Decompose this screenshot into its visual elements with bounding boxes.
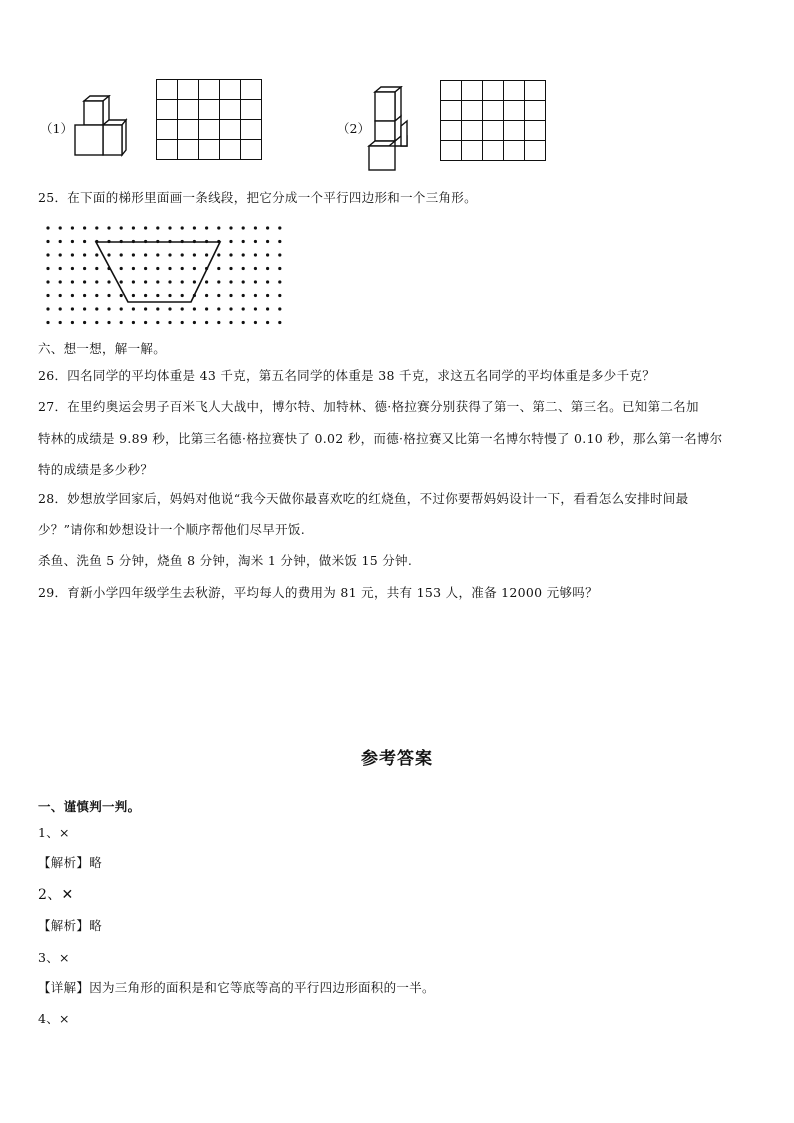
grid-dot xyxy=(83,294,86,297)
grid-dot xyxy=(46,307,49,310)
question-25: 25．在下面的梯形里面画一条线段，把它分成一个平行四边形和一个三角形。 xyxy=(38,190,477,205)
grid-dot xyxy=(266,240,269,243)
grid-dot xyxy=(278,321,281,324)
grid-dot xyxy=(254,294,257,297)
grid-dot xyxy=(266,294,269,297)
grid-dot xyxy=(168,280,171,283)
grid-dot xyxy=(242,240,245,243)
grid-dot xyxy=(71,280,74,283)
grid-dot xyxy=(254,307,257,310)
grid-dot xyxy=(59,240,62,243)
grid-dot xyxy=(266,253,269,256)
grid-dot xyxy=(181,321,184,324)
grid-dot xyxy=(59,307,62,310)
grid-dot xyxy=(59,280,62,283)
grid-dot xyxy=(266,321,269,324)
grid-dot xyxy=(229,307,232,310)
grid-dot xyxy=(205,280,208,283)
grid-dot xyxy=(193,307,196,310)
grid-dot xyxy=(266,226,269,229)
grid-dot xyxy=(254,253,257,256)
grid-dot xyxy=(278,280,281,283)
grid-dot xyxy=(217,321,220,324)
answer-3: 3、× xyxy=(38,950,70,965)
grid-dot xyxy=(83,307,86,310)
grid-dot xyxy=(132,253,135,256)
figure-1-grid xyxy=(156,79,262,160)
grid-dot xyxy=(132,267,135,270)
question-27-line-3: 特的成绩是多少秒？ xyxy=(38,462,154,477)
grid-dot xyxy=(132,321,135,324)
grid-dot xyxy=(181,267,184,270)
grid-dot xyxy=(181,307,184,310)
question-28-line-3: 杀鱼、洗鱼 5 分钟，烧鱼 8 分钟，淘米 1 分钟，做米饭 15 分钟. xyxy=(38,553,413,568)
grid-dot xyxy=(59,321,62,324)
grid-dot xyxy=(254,321,257,324)
grid-dot xyxy=(242,267,245,270)
grid-dot xyxy=(46,253,49,256)
grid-dot xyxy=(144,253,147,256)
grid-dot xyxy=(278,226,281,229)
grid-dot xyxy=(132,226,135,229)
grid-dot xyxy=(71,253,74,256)
grid-dot xyxy=(83,267,86,270)
grid-dot xyxy=(144,307,147,310)
grid-dot xyxy=(132,307,135,310)
grid-dot xyxy=(168,307,171,310)
grid-dot xyxy=(107,294,110,297)
grid-dot xyxy=(181,253,184,256)
grid-dot xyxy=(229,280,232,283)
grid-dot xyxy=(193,267,196,270)
grid-dot xyxy=(229,321,232,324)
answer-1-note: 【解析】略 xyxy=(38,855,103,870)
figure-2-label: （2） xyxy=(337,121,370,136)
grid-dot xyxy=(46,294,49,297)
grid-dot xyxy=(217,280,220,283)
grid-dot xyxy=(278,267,281,270)
grid-dot xyxy=(120,294,123,297)
grid-dot xyxy=(120,280,123,283)
question-28-line-2: 少？”请你和妙想设计一个顺序帮他们尽早开饭. xyxy=(38,522,305,537)
trapezoid xyxy=(96,242,220,302)
grid-dot xyxy=(229,294,232,297)
grid-dot xyxy=(144,267,147,270)
grid-dot xyxy=(132,294,135,297)
grid-dot xyxy=(217,294,220,297)
grid-dot xyxy=(83,226,86,229)
grid-dot xyxy=(242,280,245,283)
grid-dot xyxy=(242,307,245,310)
grid-dot xyxy=(229,253,232,256)
grid-dot xyxy=(205,253,208,256)
grid-dot xyxy=(168,267,171,270)
grid-dot xyxy=(193,226,196,229)
grid-dot xyxy=(156,280,159,283)
figure-2-grid xyxy=(440,80,546,161)
grid-dot xyxy=(193,253,196,256)
grid-dot xyxy=(168,226,171,229)
answer-2: 2、✕ xyxy=(38,887,74,903)
grid-dot xyxy=(205,294,208,297)
grid-dot xyxy=(107,226,110,229)
grid-dot xyxy=(266,267,269,270)
section-6-heading: 六、想一想，解一解。 xyxy=(38,341,167,356)
grid-dot xyxy=(266,307,269,310)
grid-dot xyxy=(156,307,159,310)
grid-dot xyxy=(242,294,245,297)
grid-dot xyxy=(217,226,220,229)
grid-dot xyxy=(59,294,62,297)
grid-dot xyxy=(254,240,257,243)
grid-dot xyxy=(278,240,281,243)
grid-dot xyxy=(71,226,74,229)
question-28-line-1: 28．妙想放学回家后，妈妈对他说“我今天做你最喜欢吃的红烧鱼，不过你要帮妈妈设计一下，看看怎么安排时间最 xyxy=(38,491,689,506)
grid-dot xyxy=(254,280,257,283)
grid-dot xyxy=(278,294,281,297)
answer-2-note: 【解析】略 xyxy=(38,918,103,933)
grid-dot xyxy=(156,267,159,270)
answer-3-note: 【详解】因为三角形的面积是和它等底等高的平行四边形面积的一半。 xyxy=(38,980,435,995)
grid-dot xyxy=(168,294,171,297)
grid-dot xyxy=(205,321,208,324)
grid-dot xyxy=(83,240,86,243)
question-27-line-2: 特林的成绩是 9.89 秒，比第三名德·格拉赛快了 0.02 秒，而德·格拉赛又比第一名博尔特慢了 0.10 秒，那么第一名博尔 xyxy=(38,431,723,446)
grid-dot xyxy=(278,307,281,310)
grid-dot xyxy=(217,267,220,270)
grid-dot xyxy=(242,253,245,256)
trapezoid-dot-grid xyxy=(40,220,292,328)
grid-dot xyxy=(168,253,171,256)
grid-dot xyxy=(205,226,208,229)
grid-dot xyxy=(193,280,196,283)
grid-dot xyxy=(144,294,147,297)
grid-dot xyxy=(83,321,86,324)
answers-section-1: 一、谨慎判一判。 xyxy=(38,799,141,814)
grid-dot xyxy=(229,267,232,270)
grid-dot xyxy=(168,321,171,324)
grid-dot xyxy=(59,226,62,229)
grid-dot xyxy=(46,267,49,270)
grid-dot xyxy=(71,240,74,243)
grid-dot xyxy=(266,280,269,283)
grid-dot xyxy=(71,294,74,297)
grid-dot xyxy=(242,321,245,324)
grid-dot xyxy=(71,267,74,270)
grid-dot xyxy=(95,267,98,270)
grid-dot xyxy=(217,307,220,310)
grid-dot xyxy=(107,321,110,324)
question-27-line-1: 27．在里约奥运会男子百米飞人大战中，博尔特、加特林、德·格拉赛分别获得了第一、第二、第三名。已知第二名加 xyxy=(38,399,699,414)
grid-dot xyxy=(46,240,49,243)
grid-dot xyxy=(229,240,232,243)
question-29: 29．育新小学四年级学生去秋游，平均每人的费用为 81 元，共有 153 人，准备 12000 元够吗？ xyxy=(38,585,598,600)
grid-dot xyxy=(156,253,159,256)
answer-1: 1、× xyxy=(38,825,70,840)
grid-dot xyxy=(46,321,49,324)
grid-dot xyxy=(46,226,49,229)
grid-dot xyxy=(254,226,257,229)
grid-dot xyxy=(205,307,208,310)
grid-dot xyxy=(242,226,245,229)
grid-dot xyxy=(107,280,110,283)
figure-1-label: （1） xyxy=(40,121,73,136)
figure-1-cube-stack xyxy=(74,95,130,157)
grid-dot xyxy=(229,226,232,229)
grid-dot xyxy=(83,253,86,256)
grid-dot xyxy=(156,226,159,229)
grid-dot xyxy=(120,267,123,270)
figure-2-cube-stack xyxy=(367,86,413,172)
grid-dot xyxy=(120,253,123,256)
grid-dot xyxy=(156,321,159,324)
grid-dot xyxy=(71,307,74,310)
grid-dot xyxy=(193,321,196,324)
grid-dot xyxy=(95,294,98,297)
grid-dot xyxy=(95,321,98,324)
grid-dot xyxy=(95,280,98,283)
grid-dot xyxy=(83,280,86,283)
grid-dot xyxy=(120,307,123,310)
answers-title: 参考答案 xyxy=(361,749,433,769)
grid-dot xyxy=(278,253,281,256)
grid-dot xyxy=(217,253,220,256)
grid-dot xyxy=(156,294,159,297)
grid-dot xyxy=(181,226,184,229)
grid-dot xyxy=(254,267,257,270)
grid-dot xyxy=(107,307,110,310)
grid-dot xyxy=(181,280,184,283)
answer-4: 4、× xyxy=(38,1011,70,1026)
question-26: 26．四名同学的平均体重是 43 千克，第五名同学的体重是 38 千克，求这五名同学的平均体重是多少千克？ xyxy=(38,368,656,383)
grid-dot xyxy=(144,226,147,229)
grid-dot xyxy=(144,280,147,283)
grid-dot xyxy=(59,267,62,270)
grid-dot xyxy=(59,253,62,256)
grid-dot xyxy=(144,321,147,324)
grid-dot xyxy=(95,226,98,229)
grid-dot xyxy=(46,280,49,283)
grid-dot xyxy=(95,253,98,256)
grid-dot xyxy=(107,253,110,256)
grid-dot xyxy=(95,307,98,310)
grid-dot xyxy=(132,280,135,283)
grid-dot xyxy=(120,321,123,324)
grid-dot xyxy=(181,294,184,297)
grid-dot xyxy=(71,321,74,324)
grid-dot xyxy=(120,226,123,229)
